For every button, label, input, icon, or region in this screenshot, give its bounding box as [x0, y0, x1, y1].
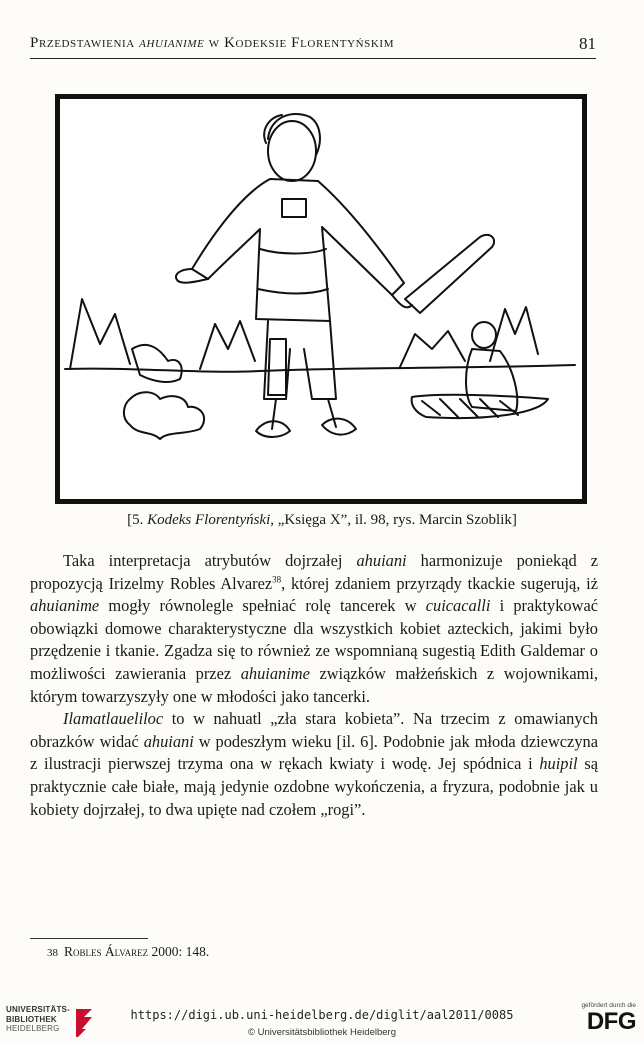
library-name-line3: HEIDELBERG	[6, 1024, 60, 1034]
footnote-rule	[30, 938, 148, 939]
mountain-center-left	[200, 321, 255, 369]
mountain-center-right	[400, 331, 465, 367]
necklace-pendant	[282, 199, 306, 217]
dfg-logo[interactable]	[576, 1002, 636, 1042]
page-url-link[interactable]: https://digi.ub.uni-heidelberg.de/diglit/aal2011/0085	[130, 1008, 514, 1022]
ground-line	[65, 365, 575, 372]
running-header	[30, 34, 596, 59]
library-name-line1: UNIVERSITÄTS-	[6, 1005, 70, 1014]
paragraph-2: Ilamatlaueliloc to w nahuatl „zła stara kobieta”. Na trzecim z omawianych obrazków widać ahuiani w podeszłym wieku [il. 6]. Podobnie jak młoda dziewczyna z ilustracji pierwszej trzyma ona w rękach kwiaty i wodę. Jej spódnica i huipil są praktycznie całe białe, mają jedynie ozdobne wykończenia, a fryzura, podobnie jak u kobiety dojrzałej, to dwa upięte nad czołem „rogi”.	[30, 709, 598, 819]
club-object	[405, 235, 494, 313]
footnote-author: Robles Álvarez	[64, 944, 149, 959]
mountain-left	[70, 299, 130, 369]
dfg-wordmark: DFG	[586, 1008, 636, 1035]
figure-caption: [5. Kodeks Florentyński, „Księga X”, il. 98, rys. Marcin Szoblik]	[127, 512, 517, 528]
paragraph-1: Taka interpretacja atrybutów dojrzałej ahuiani harmonizuje poniekąd z propozycją Irizelmy Robles Alvarez$^{38}$, której zdaniem przyrządy tkackie sugerują, iż ahuianime mogły równolegle spełniać rolę tancerek w cuicacalli i praktykować obowiązki domowe charakterystyczne dla wszystkich kobiet azteckich, jakimi było przędzenie i tkanie. Zgadza się to również ze wspomnianą sugestią Edith Galdemar o możliwości zawierania przez ahuianime związków małżeńskich z wojownikami, którym towarzyszyły one w młodości jako tancerki.	[30, 551, 598, 706]
figure-head	[268, 121, 316, 181]
body-text	[30, 550, 598, 821]
footnote-38: 38 Robles Álvarez 2000: 148.	[47, 944, 210, 959]
figure-tunic	[192, 179, 404, 321]
footnote-ref-38[interactable]: 38	[272, 574, 282, 585]
codex-illustration	[55, 94, 587, 504]
mountain-right	[490, 307, 538, 361]
page-number: 81	[579, 34, 596, 53]
illustration-drawing	[60, 99, 582, 499]
footnote-number: 38	[47, 947, 58, 959]
library-name-line2: BIBLIOTHEK	[6, 1014, 57, 1024]
copyright-notice: © Universitätsbibliothek Heidelberg	[248, 1027, 396, 1038]
funded-by-label: gefördert durch die	[581, 1002, 636, 1009]
viewer-footer	[0, 1000, 644, 1044]
patterned-leg	[268, 339, 286, 395]
shield-object	[124, 392, 204, 439]
seated-figure-head	[472, 322, 496, 348]
running-title: Przedstawienia ahuianime w Kodeksie Florentyńskim	[30, 35, 395, 51]
